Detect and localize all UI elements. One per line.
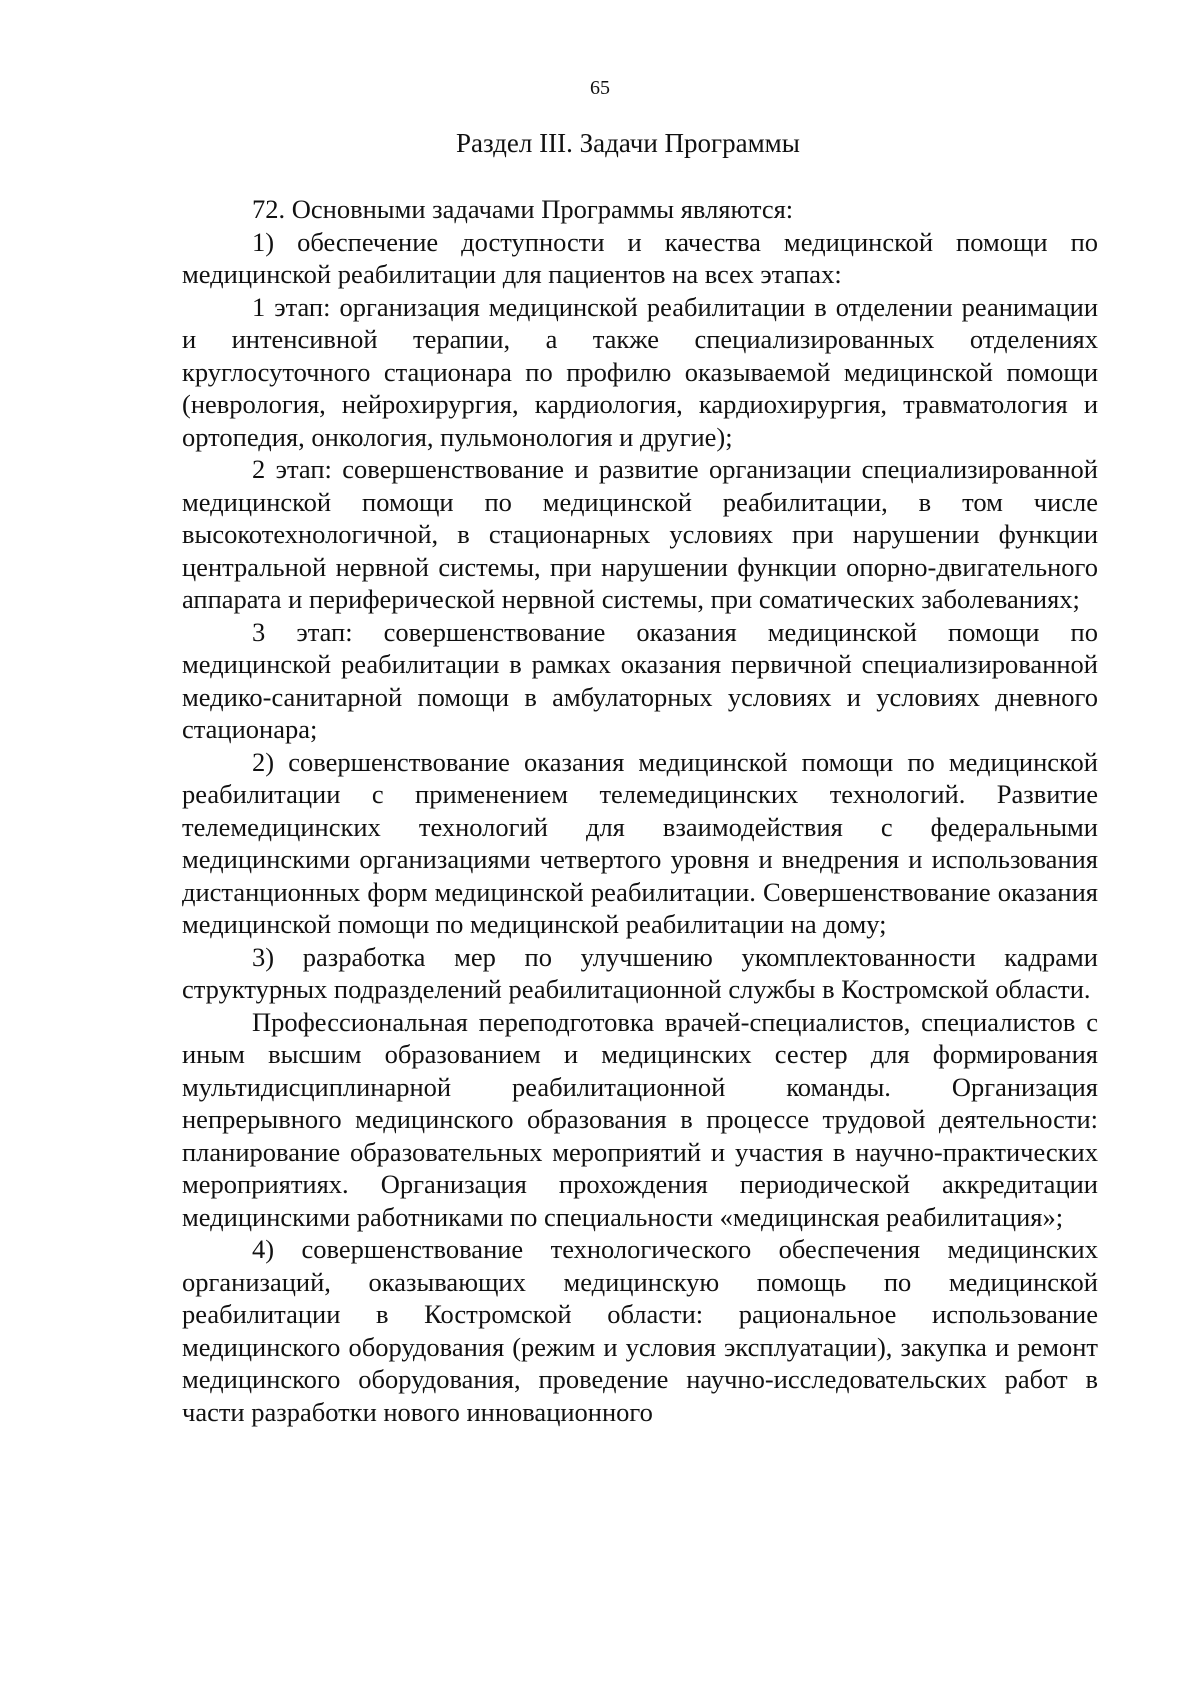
paragraph-task-2: 2) совершенствование оказания медицинской помощи по медицинской реабилитации с применением телемедицинских технологий. Развитие телемедицинских технологий для взаимодействия с федеральными медицинскими организациями четвертого уровня и внедрения и использования дистанционных форм медицинской реабилитации. Совершенствование оказания медицинской помощи по медицинской реабилитации на дому; (182, 746, 1098, 939)
page-number: 65 (590, 77, 610, 99)
paragraph-task-3: 3) разработка мер по улучшению укомплектованности кадрами структурных подразделений реабилитационной службы в Костромской области. (182, 941, 1098, 1004)
section-title: Раздел III. Задачи Программы (456, 128, 800, 158)
paragraph-stage-2: 2 этап: совершенствование и развитие организации специализированной медицинской помощи по медицинской реабилитации, в том числе высокотехнологичной, в стационарных условиях при нарушении функции центральной нервной системы, при нарушении функции опорно-двигательного аппарата и периферической нервной системы, при соматических заболеваниях; (182, 454, 1098, 614)
paragraph-stage-1: 1 этап: организация медицинской реабилитации в отделении реанимации и интенсивной терапии, а также специализированных отделениях круглосуточного стационара по профилю оказываемой медицинской помощи (неврология, нейрохирургия, кардиология, кардиохирургия, травматология и ортопедия, онкология, пульмонология и другие); (182, 291, 1098, 452)
paragraph-stage-3: 3 этап: совершенствование оказания медицинской помощи по медицинской реабилитации в рамках оказания первичной специализированной медико-санитарной помощи в амбулаторных условиях и условиях дневного стационара; (182, 616, 1098, 744)
paragraph-main-tasks: 72. Основными задачами Программы являются: (252, 194, 794, 224)
paragraph-task-4: 4) совершенствование технологического обеспечения медицинских организаций, оказывающих медицинскую помощь по медицинской реабилитации в Костромской области: рациональное использование медицинского оборудования (режим и условия эксплуатации), закупка и ремонт медицинского оборудования, проведение научно-исследовательских работ в части разработки нового инновационного (182, 1234, 1098, 1427)
body-text (182, 193, 1098, 1428)
paragraph-professional-training: Профессиональная переподготовка врачей-специалистов, специалистов с иным высшим образованием и медицинских сестер для формирования мультидисциплинарной реабилитационной команды. Организация непрерывного медицинского образования в процессе трудовой деятельности: планирование образовательных мероприятий и участия в научно-практических мероприятиях. Организация прохождения периодической аккредитации медицинскими работниками по специальности «медицинская реабилитация»; (182, 1006, 1098, 1232)
paragraph-task-1: 1) обеспечение доступности и качества медицинской помощи по медицинской реабилитации для пациентов на всех этапах: (182, 226, 1098, 289)
